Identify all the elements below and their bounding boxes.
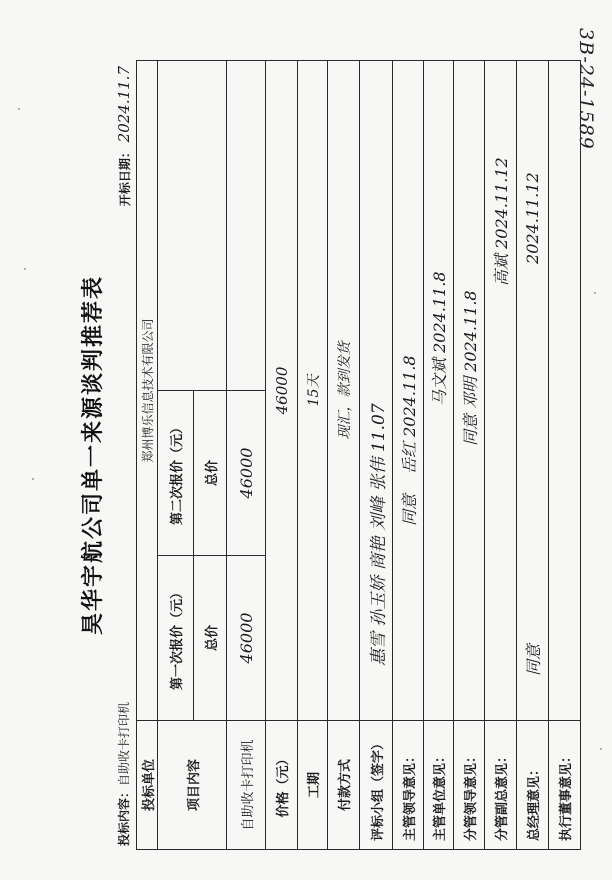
- eval-group-signature: 惠雪 孙玉娇 商艳 刘峰 张伟 11.07: [368, 403, 389, 666]
- gm-opinion-note: 同意: [524, 643, 543, 676]
- unit-opinion-cell: [423, 60, 454, 721]
- price-value: 46000: [272, 366, 291, 415]
- empty-value-cell: [226, 60, 266, 391]
- payment-label: 付款方式: [327, 720, 360, 850]
- first-total-value: 46000: [236, 612, 256, 664]
- branch-leader-opinion-cell: [453, 60, 485, 721]
- branch-leader-signature: 同意 邓明 2024.11.8: [460, 290, 480, 446]
- bidder-name: 郑州博乐信息技术有限公司: [136, 60, 158, 721]
- document-id: 3B-24-1589: [575, 28, 597, 150]
- scan-speck: [18, 108, 20, 110]
- second-quote-label: 第二次报价（元）: [157, 390, 194, 556]
- leader-opinion-cell: [392, 60, 424, 721]
- period-value-cell: [297, 60, 328, 721]
- leader-opinion-label: 主管领导意见：: [392, 720, 424, 850]
- first-total-label: 总价: [193, 555, 227, 721]
- eval-group-sign-cell: [359, 60, 393, 721]
- eval-group-label: 评标小组（签字）: [359, 720, 393, 850]
- bid-content-value: 自助收卡打印机: [117, 701, 131, 786]
- open-date-label: 开标日期：: [118, 146, 132, 207]
- form-title: 昊华宇航公司单一来源谈判推荐表: [81, 275, 106, 636]
- scan-speck: [594, 292, 596, 294]
- first-quote-label: 第一次报价（元）: [157, 555, 194, 721]
- period-value: 15天: [305, 374, 322, 407]
- gm-opinion-cell: [516, 60, 549, 721]
- gm-signature: 2024.11.12: [523, 172, 542, 264]
- gm-opinion-label: 总经理意见：: [516, 720, 549, 850]
- deputy-gm-opinion-cell: [484, 60, 517, 721]
- deputy-gm-opinion-label: 分管副总意见：: [484, 720, 517, 850]
- director-opinion-cell: [548, 60, 581, 721]
- second-total-value: 46000: [236, 447, 256, 499]
- price-value-cell: [265, 60, 298, 721]
- price-label: 价格（元）: [265, 720, 298, 850]
- payment-value-cell: [327, 60, 360, 721]
- first-total-value-cell: [226, 555, 266, 721]
- scan-speck: [600, 748, 602, 750]
- unit-opinion-signature: 马文斌 2024.11.8: [430, 271, 449, 406]
- unit-opinion-label: 主管单位意见：: [423, 720, 454, 850]
- scan-speck: [32, 478, 34, 480]
- leader-opinion-signature: 岳红 2024.11.8: [399, 355, 419, 474]
- item-name: 自助收卡打印机: [226, 720, 266, 850]
- director-opinion-label: 执行董事意见：: [548, 720, 581, 850]
- bid-content-label: 投标内容：: [117, 785, 131, 846]
- bidder-label: 投标单位: [136, 720, 158, 850]
- recommendation-form: [76, 60, 581, 850]
- empty-header-cell: [157, 60, 227, 391]
- scan-speck: [24, 268, 26, 270]
- bid-content: [115, 702, 135, 846]
- open-date: [115, 66, 135, 206]
- branch-leader-opinion-label: 分管领导意见：: [453, 720, 485, 850]
- form-table: [136, 60, 581, 850]
- item-label: 项目内容: [157, 720, 227, 850]
- deputy-gm-signature: 高斌 2024.11.12: [492, 157, 511, 286]
- leader-opinion-note: 同意: [399, 493, 419, 526]
- period-label: 工期: [297, 720, 328, 850]
- open-date-value: 2024.11.7: [115, 66, 133, 143]
- second-total-label: 总价: [193, 390, 227, 556]
- payment-value: 现汇，款到发货: [336, 341, 353, 440]
- second-total-value-cell: [226, 390, 266, 556]
